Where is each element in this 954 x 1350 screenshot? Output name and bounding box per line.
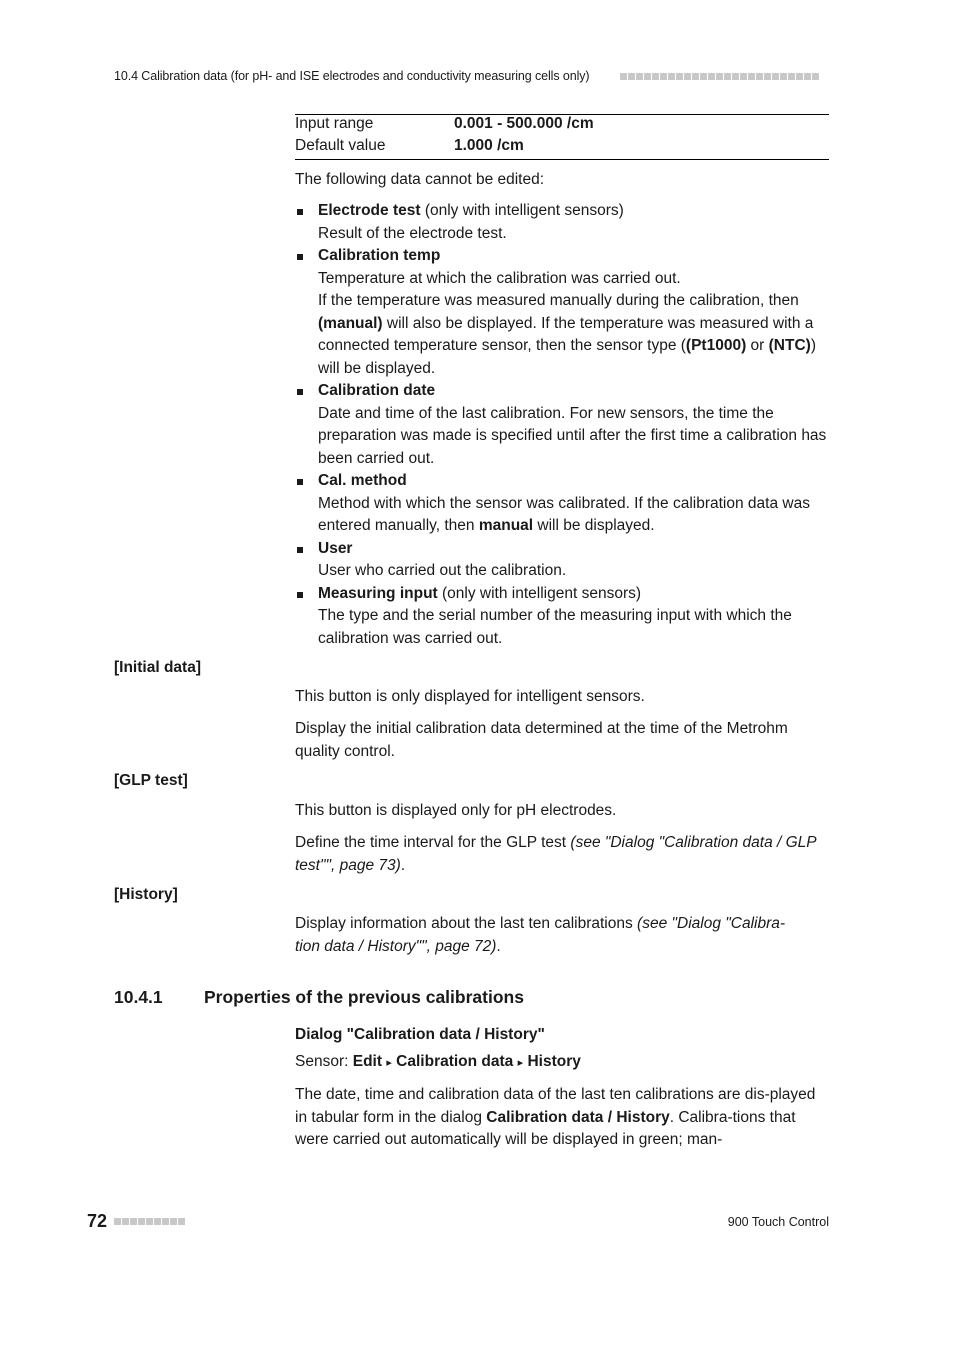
list-item-cal-method bbox=[295, 470, 829, 538]
item-title: Measuring input bbox=[318, 584, 438, 602]
body-text: The date, time and calibration data of the last ten calibrations are dis-played in tabular form in the dialog bbox=[295, 1086, 816, 1126]
manual-term: (manual) bbox=[318, 314, 383, 332]
item-title: Cal. method bbox=[318, 472, 407, 489]
item-title: Calibration date bbox=[318, 382, 436, 399]
section-number: 10.4.1 bbox=[114, 987, 163, 1007]
dialog-name: Calibration data / History bbox=[486, 1108, 670, 1126]
initial-data-p1: This button is only displayed for intelligent sensors. bbox=[295, 688, 645, 705]
item-desc: or bbox=[746, 337, 769, 354]
list-item-electrode-test bbox=[295, 200, 829, 245]
history-p1 bbox=[295, 913, 829, 958]
item-note: (only with intelligent sensors) bbox=[424, 202, 624, 219]
item-title: Electrode test bbox=[318, 202, 421, 219]
history-text: Display information about the last ten calibrations bbox=[295, 915, 638, 932]
item-desc: will be displayed. bbox=[533, 517, 655, 534]
item-desc: ) will be displayed. bbox=[318, 337, 816, 377]
glp-test-cross-reference[interactable]: (see "Dialog "Calibration data / GLP test"", page 73) bbox=[295, 834, 817, 874]
list-item-calibration-temp bbox=[295, 245, 829, 380]
pt1000-term: (Pt1000) bbox=[685, 337, 747, 354]
path-arrow-icon: ▸ bbox=[386, 1057, 392, 1069]
product-name: 900 Touch Control bbox=[727, 1215, 829, 1229]
body-text: . Calibra-tions that were carried out automatically will be displayed in green; man- bbox=[295, 1108, 796, 1148]
param-key: Default value bbox=[295, 137, 386, 154]
list-item-measuring-input bbox=[295, 583, 829, 651]
section-body bbox=[295, 1084, 829, 1152]
history-text: . bbox=[496, 937, 501, 955]
header-decoration bbox=[620, 73, 819, 80]
param-value: 1.000 /cm bbox=[454, 137, 524, 154]
path-history: History bbox=[527, 1053, 581, 1070]
item-desc: User who carried out the calibration. bbox=[318, 562, 567, 579]
item-desc: Method with which the sensor was calibrated. If the calibration data was entered manually, then bbox=[318, 494, 810, 534]
glp-test-label: [GLP test] bbox=[114, 772, 188, 789]
param-key: Input range bbox=[295, 115, 374, 132]
item-desc: The type and the serial number of the measuring input with which the calibration was carried out. bbox=[318, 607, 792, 647]
item-title: Calibration temp bbox=[318, 247, 441, 264]
item-desc: If the temperature was measured manually during the calibration, then bbox=[318, 292, 799, 309]
path-edit: Edit bbox=[352, 1053, 383, 1070]
history-cross-reference-a[interactable]: (see "Dialog "Calibra- bbox=[637, 915, 786, 932]
initial-data-label: [Initial data] bbox=[114, 659, 201, 676]
glp-text: . bbox=[400, 856, 406, 874]
glp-test-p1: This button is displayed only for pH electrodes. bbox=[295, 802, 617, 819]
initial-data-p2: Display the initial calibration data determined at the time of the Metrohm quality control. bbox=[295, 720, 788, 760]
non-editable-list bbox=[295, 200, 829, 650]
footer-decoration bbox=[114, 1218, 185, 1225]
dialog-title: Dialog "Calibration data / History" bbox=[295, 1026, 545, 1043]
item-title: User bbox=[318, 539, 353, 557]
item-desc: Result of the electrode test. bbox=[318, 224, 507, 242]
page-number: 72 bbox=[87, 1211, 108, 1231]
manual-term: manual bbox=[478, 517, 534, 534]
ntc-term: (NTC) bbox=[768, 337, 811, 354]
navigation-path bbox=[295, 1051, 829, 1075]
history-label: [History] bbox=[114, 886, 178, 903]
item-desc: will also be displayed. If the temperature was measured with a connected temperature sensor, then the sensor type ( bbox=[318, 314, 814, 354]
item-desc: Date and time of the last calibration. For new sensors, the time the preparation was made is specified until after the first time a calibration has been carried out. bbox=[318, 404, 827, 467]
list-item-calibration-date bbox=[295, 380, 829, 470]
list-item-user bbox=[295, 538, 829, 583]
path-arrow-icon: ▸ bbox=[517, 1057, 524, 1069]
glp-test-p2 bbox=[295, 832, 829, 877]
table-bottom-rule bbox=[295, 159, 829, 160]
intro-text: The following data cannot be edited: bbox=[295, 171, 545, 188]
section-title: Properties of the previous calibrations bbox=[204, 987, 524, 1007]
item-note: (only with intelligent sensors) bbox=[442, 584, 642, 602]
param-value: 0.001 - 500.000 /cm bbox=[454, 115, 594, 132]
item-desc: Temperature at which the calibration was carried out. bbox=[318, 269, 681, 287]
glp-text: Define the time interval for the GLP test bbox=[295, 834, 571, 851]
path-calibration-data: Calibration data bbox=[396, 1053, 514, 1070]
history-cross-reference-b[interactable]: tion data / History"", page 72) bbox=[295, 937, 497, 955]
path-prefix: Sensor: bbox=[295, 1053, 353, 1070]
running-header: 10.4 Calibration data (for pH- and ISE electrodes and conductivity measuring cells only) bbox=[114, 69, 590, 83]
